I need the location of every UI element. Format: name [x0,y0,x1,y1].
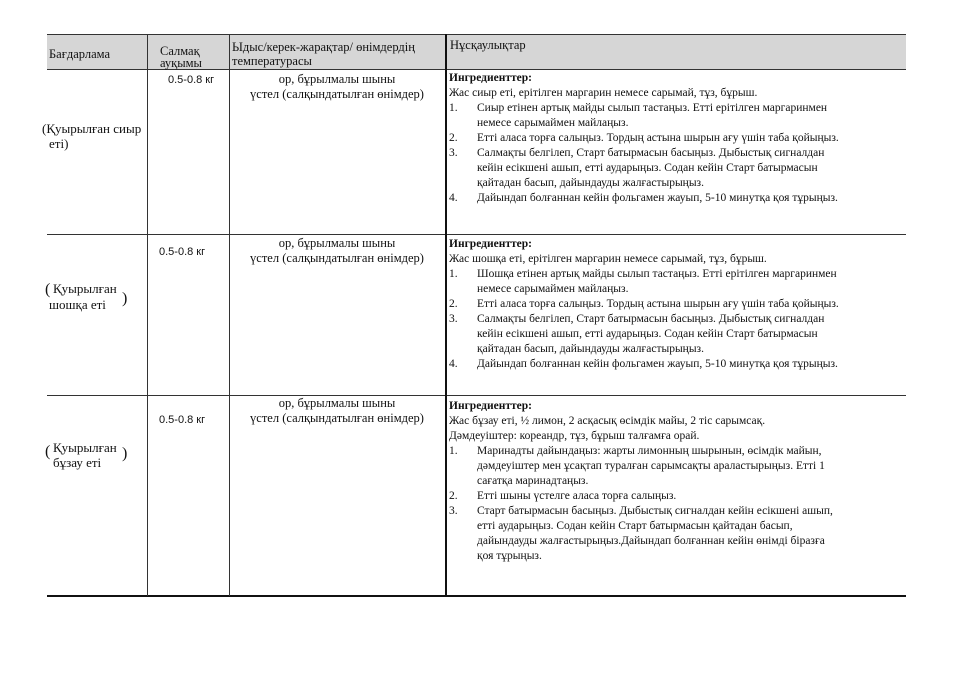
step-text: немесе сарымаймен майлаңыз. [477,283,629,295]
step-text: сағатқа маринадтаңыз. [477,475,589,487]
step-item [449,504,904,564]
step-number: 3. [449,147,458,159]
step-text: етті аударыңыз. Содан кейін Старт батырмасын қайтадан басып, [477,520,793,532]
step-text: Етті аласа торға салыңыз. Тордың астына шырын ағу үшін таба қойыңыз. [477,298,839,310]
step-text: Салмақты белгілеп, Старт батырмасын басыңыз. Дыбыстық сигналдан [477,147,825,159]
step-number: 2. [449,490,458,502]
step-item [449,131,904,146]
step-text: Дайындап болғаннан кейін фольгамен жауып, 5-10 минутқа қоя тұрыңыз. [477,192,838,204]
program-name-line2: шошқа еті [49,297,106,312]
step-text: кейін есікшені ашып, етті аударыңыз. Содан кейін Старт батырмасын [477,162,818,174]
step-text: Старт батырмасын басыңыз. Дыбыстық сигналдан кейін есікшені ашып, [477,505,833,517]
step-text: қайтадан басып, дайындауды жалғастырыңыз. [477,177,704,189]
step-text: Шошқа етінен артық майды сылып тастаңыз. Етті ерітілген маргаринмен [477,268,837,280]
seasoning-text: Дәмдеуіштер: кореандр, тұз, бұрыш талғамға орай. [449,430,700,442]
step-item [449,297,904,312]
step-item [449,101,904,131]
program-name-line1: Қуырылған [53,440,117,455]
dish-line2: үстел (салқындатылған өнімдер) [250,411,424,425]
row-divider [47,395,906,396]
dish-line2: үстел (салқындатылған өнімдер) [250,251,424,265]
step-text: дайындауды жалғастырыңыз.Дайындап болғаннан кейін өнімді біразға [477,535,825,547]
step-text: қоя тұрыңыз. [477,550,542,562]
step-number: 2. [449,132,458,144]
header-instructions: Нұсқаулықтар [450,38,526,52]
table-top-border [47,34,906,35]
program-paren-close: ) [122,445,128,462]
instructions [449,399,904,564]
weight-range: 0.5-0.8 кг [168,74,215,86]
step-item [449,357,904,372]
dish-line1: ор, бұрылмалы шыны [278,396,396,410]
ingredients-text: Жас бұзау еті, ½ лимон, 2 асқасық өсімдік майы, 2 тіс сарымсақ. [449,415,766,427]
header-weight-line1: Салмақ [160,44,200,58]
program-name-line2: бұзау еті [53,455,102,470]
step-number: 3. [449,313,458,325]
program-name-line2: еті) [49,136,69,151]
step-text: кейін есікшені ашып, етті аударыңыз. Содан кейін Старт батырмасын [477,328,818,340]
step-number: 4. [449,192,458,204]
program-name-line1: (Қуырылған сиыр [42,121,142,136]
dish-line1: ор, бұрылмалы шыны [278,72,396,86]
weight-range: 0.5-0.8 кг [159,414,206,426]
step-text: Сиыр етінен артық майды сылып тастаңыз. Етті ерітілген маргаринмен [477,102,828,114]
step-text: дәмдеуіштер мен ұсақтап туралған сарымсақты араластырыңыз. Етті 1 [477,460,825,472]
instructions [449,237,904,372]
weight-range: 0.5-0.8 кг [159,246,206,258]
instructions [449,71,904,206]
header-dish-line2: температурасы [232,54,312,68]
step-number: 3. [449,505,458,517]
step-number: 1. [449,445,458,457]
column-divider [229,34,230,596]
ingredients-text: Жас сиыр еті, ерітілген маргарин немесе сарымай, тұз, бұрыш. [449,87,758,99]
step-item [449,489,904,504]
step-item [449,312,904,357]
ingredients-text: Жас шошқа еті, ерітілген маргарин немесе сарымай, тұз, бұрыш. [449,253,767,265]
step-text: Салмақты белгілеп, Старт батырмасын басыңыз. Дыбыстық сигналдан [477,313,825,325]
program-paren-open: ( [45,443,51,460]
step-text: Етті шыны үстелге аласа торға салыңыз. [477,490,677,502]
program-paren-open: ( [45,281,51,298]
step-number: 1. [449,102,458,114]
row-divider [47,234,906,235]
ingredients-title: Ингредиенттер: [449,72,532,84]
dish-line2: үстел (салқындатылған өнімдер) [250,87,424,101]
step-text: немесе сарымаймен майлаңыз. [477,117,629,129]
step-text: қайтадан басып, дайындауды жалғастырыңыз. [477,343,704,355]
program-name-line1: Қуырылған [53,281,117,296]
dish-line1: ор, бұрылмалы шыны [278,236,396,250]
header-dish-line1: Ыдыс/керек-жарақтар/ өнімдердің [232,40,415,54]
step-item [449,146,904,191]
step-text: Дайындап болғаннан кейін фольгамен жауып, 5-10 минутқа қоя тұрыңыз. [477,358,838,370]
table-bottom-border [47,595,906,597]
step-number: 2. [449,298,458,310]
step-text: Етті аласа торға салыңыз. Тордың астына шырын ағу үшін таба қойыңыз. [477,132,839,144]
step-number: 4. [449,358,458,370]
ingredients-title: Ингредиенттер: [449,400,532,412]
column-divider [445,34,447,596]
step-item [449,191,904,206]
header-weight-line2: ауқымы [160,56,202,70]
column-divider [147,34,148,596]
step-number: 1. [449,268,458,280]
ingredients-title: Ингредиенттер: [449,238,532,250]
step-item [449,444,904,489]
header-program: Бағдарлама [49,47,111,61]
program-paren-close: ) [122,290,128,307]
step-item [449,267,904,297]
step-text: Маринадты дайындаңыз: жарты лимонның шырынын, өсімдік майын, [477,445,822,457]
